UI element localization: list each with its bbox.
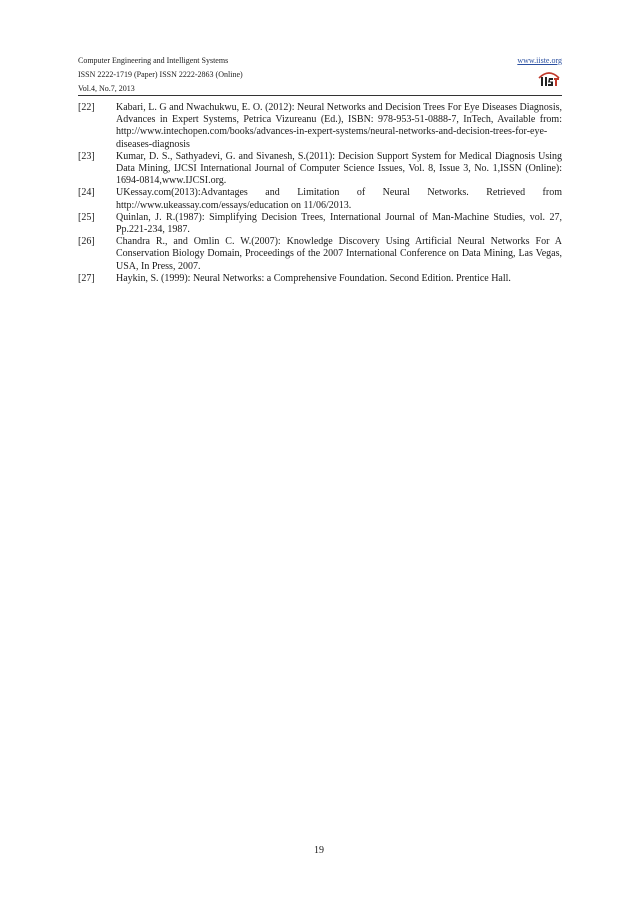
page-number: 19 <box>314 845 324 856</box>
reference-number: [27] <box>78 272 95 284</box>
reference-number: [25] <box>78 211 95 223</box>
reference-number: [22] <box>78 102 95 113</box>
reference-number: [26] <box>78 236 95 248</box>
reference-number: [23] <box>78 150 95 162</box>
reference-text: Kumar, D. S., Sathyadevi, G. and Sivanesh, S.(2011): Decision Support System for Medical Diagnosis Using Data Mining, IJCSI International Journal of Computer Science Issues, Vol. 8, Issue 3, No. 1,ISSN (Online): 1694-0814,www.IJCSI.org. <box>116 150 562 187</box>
header-divider <box>78 95 562 96</box>
reference-text: UKessay.com(2013):Advantages and Limitation of Neural Networks. Retrieved from http://www.ukeassay.com/essays/education on 11/06/2013. <box>116 187 562 211</box>
reference-number: [24] <box>78 187 95 199</box>
reference-item <box>78 236 562 273</box>
reference-text: Haykin, S. (1999): Neural Networks: a Comprehensive Foundation. Second Edition. Prentice Hall. <box>116 272 511 284</box>
reference-list <box>78 102 562 285</box>
reference-text: Kabari, L. G and Nwachukwu, E. O. (2012): Neural Networks and Decision Trees For Eye Diseases Diagnosis, Advances in Expert Systems, Petrica Vizureanu (Ed.), ISBN: 978-953-51-0888-7, InTech, Available from: http://www.intechopen.com/books/advances-in-expert-systems/neural-networks-and-decision-trees-for-eye-diseases-diagnosis <box>116 102 562 150</box>
journal-issn: ISSN 2222-1719 (Paper) ISSN 2222-2863 (Online) <box>78 70 243 79</box>
journal-volume: Vol.4, No.7, 2013 <box>78 84 135 93</box>
reference-text: Quinlan, J. R.(1987): Simplifying Decision Trees, International Journal of Man-Machine Studies, vol. 27, Pp.221-234, 1987. <box>116 211 562 236</box>
reference-item <box>78 273 562 285</box>
reference-item <box>78 102 562 151</box>
reference-item <box>78 187 562 211</box>
reference-text: Chandra R., and Omlin C. W.(2007): Knowledge Discovery Using Artificial Neural Networks For A Conservation Biology Domain, Proceedings of the 2007 International Conference on Data Mining, Las Vegas, USA, In Press, 2007. <box>116 236 562 272</box>
reference-item <box>78 212 562 236</box>
reference-item <box>78 151 562 188</box>
journal-title: Computer Engineering and Intelligent Systems <box>78 56 229 65</box>
journal-url-link[interactable]: www.iiste.org <box>517 56 562 65</box>
page-header <box>78 54 562 96</box>
iiste-logo <box>538 68 560 88</box>
